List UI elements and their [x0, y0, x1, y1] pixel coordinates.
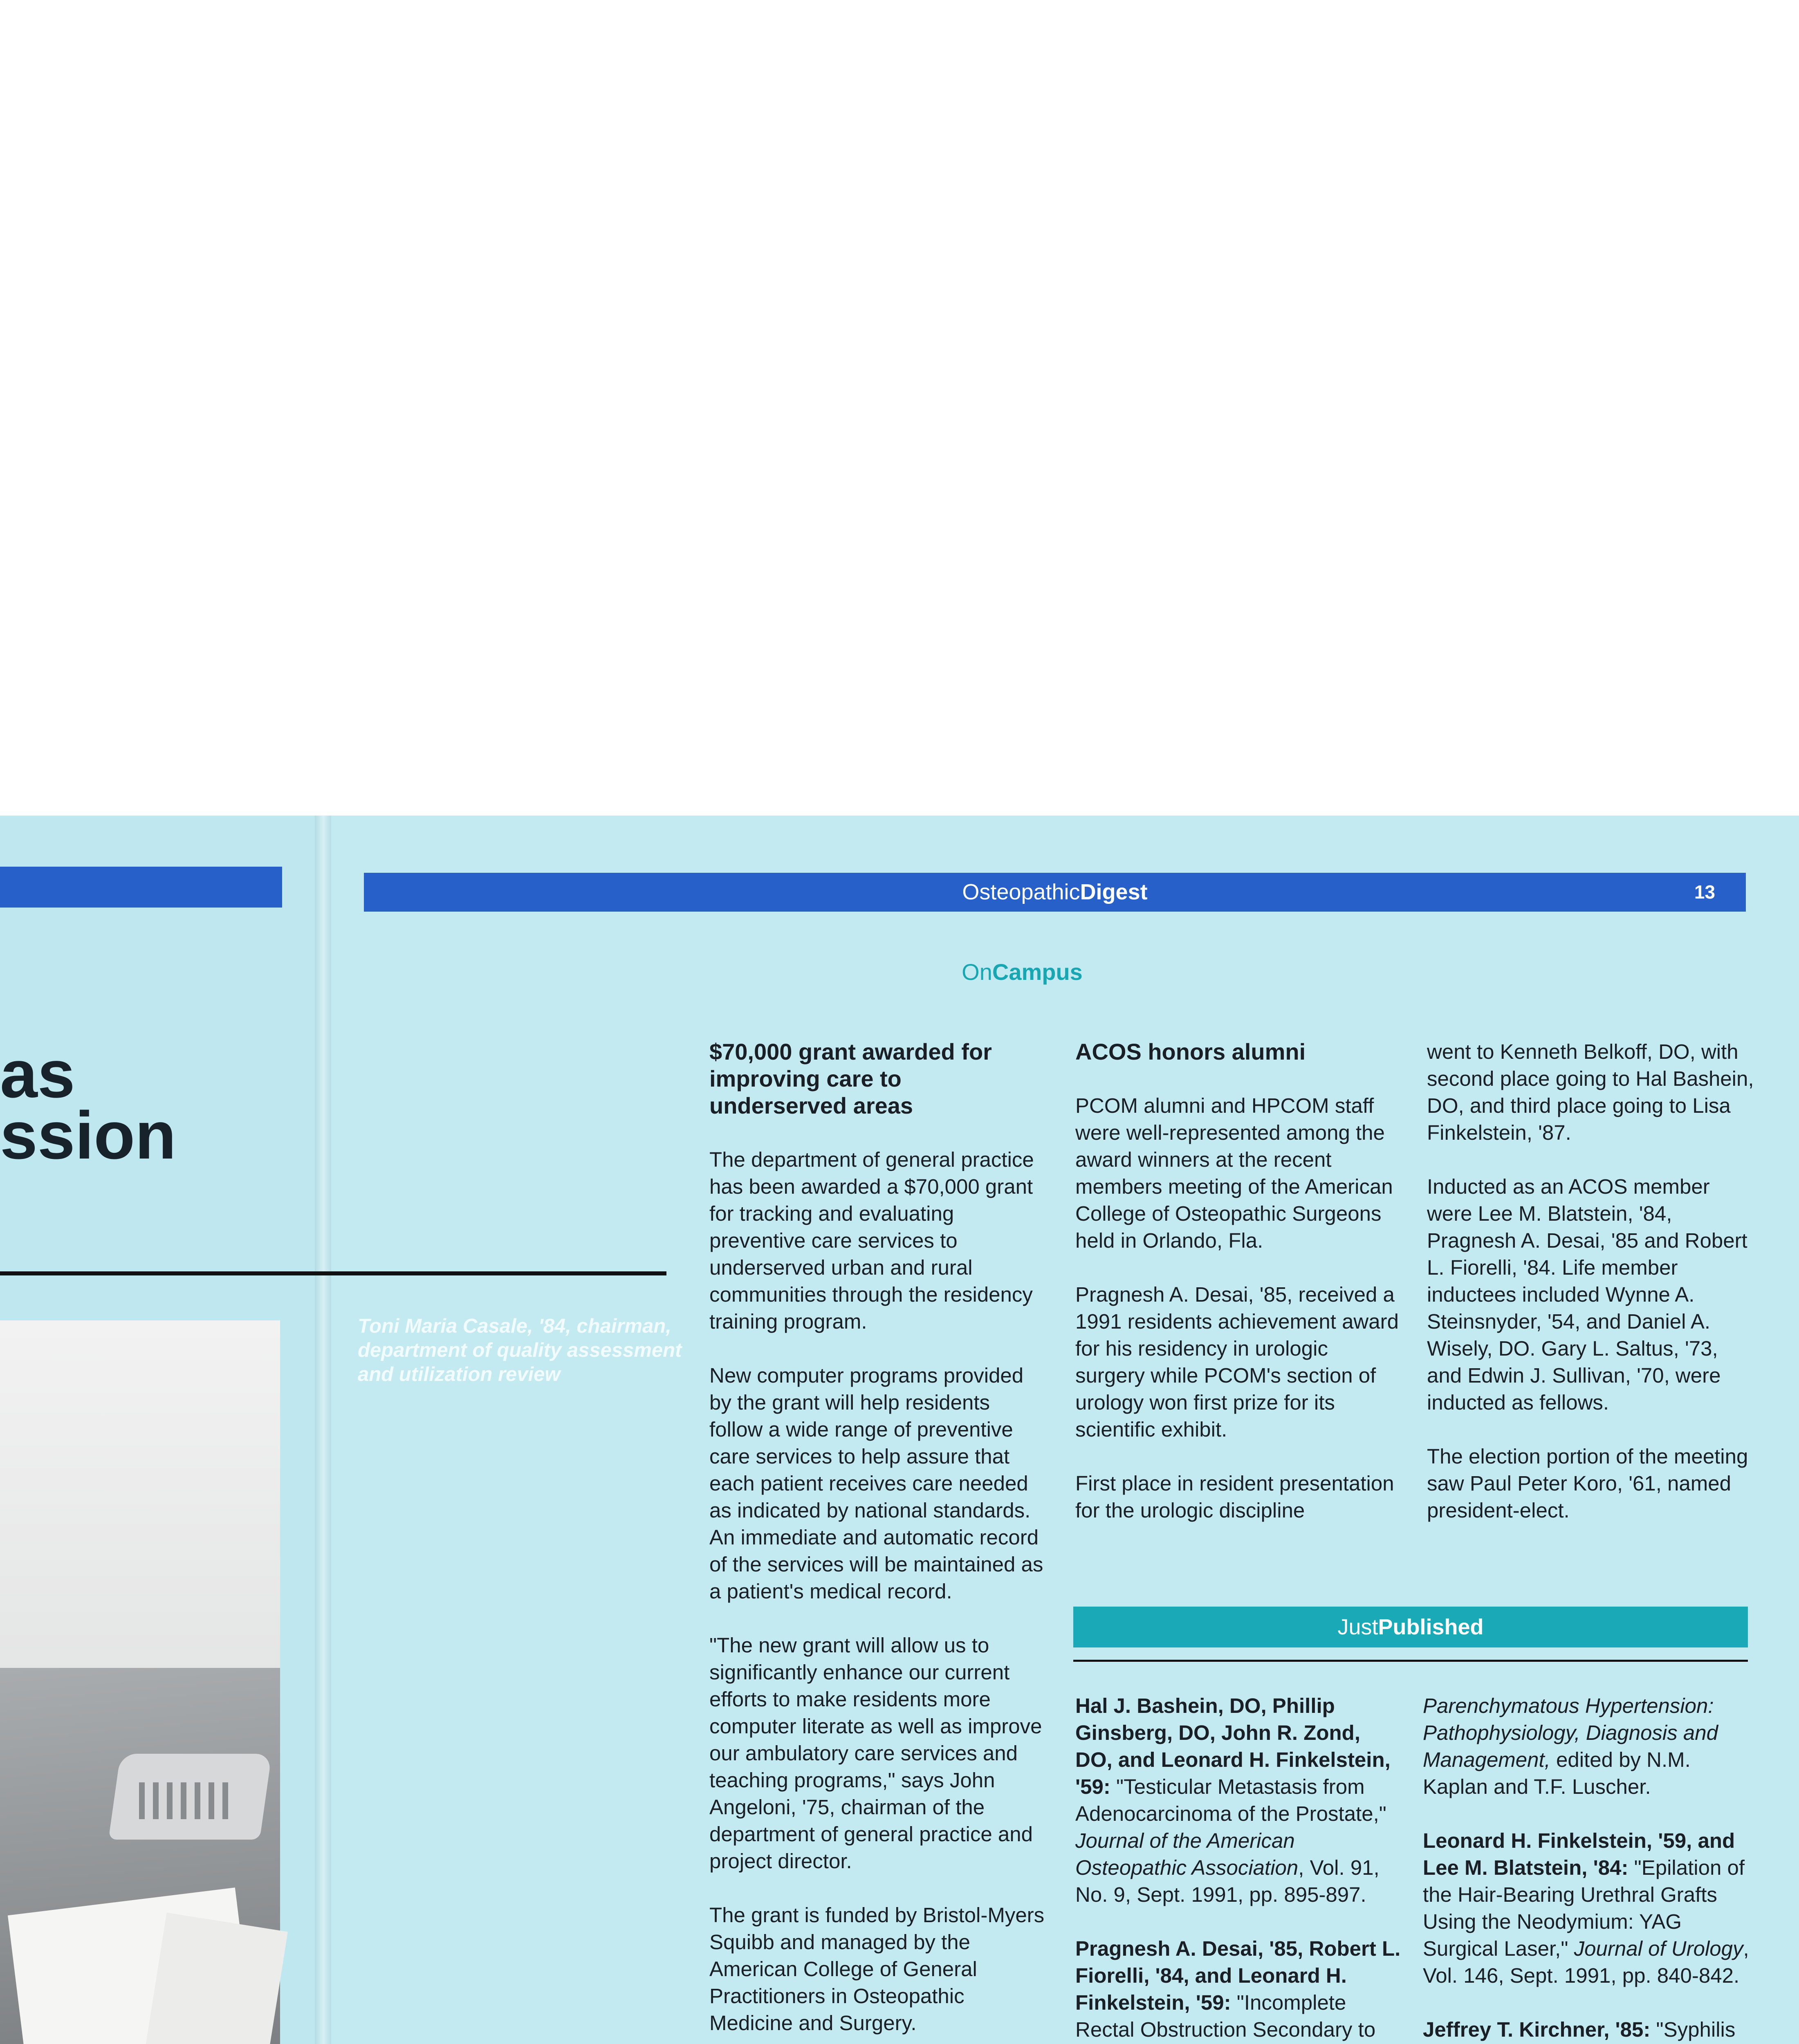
page-number: 13 [1694, 881, 1715, 903]
publication-authors: Leonard H. Finkelstein, '59, and Lee M. Blatstein, '84: [1423, 1829, 1735, 1879]
acos-paragraph: The election portion of the meeting saw Paul Peter Koro, '61, named president-elect. [1427, 1445, 1748, 1522]
publication-title: "Testicular Metastasis from Adenocarcinoma of the Prostate," [1075, 1775, 1386, 1825]
grant-paragraph: The department of general practice has been awarded a $70,000 grant for tracking and evaluating preventive care services to underserved urban and rural communities through the residency training program. [709, 1148, 1034, 1333]
publication-journal: Journal of the American Osteopathic Association [1075, 1829, 1299, 1879]
acos-col1-body [1075, 1092, 1402, 1524]
grant-article [709, 1038, 1045, 2044]
publication-title: OsteopathicDigest [962, 880, 1148, 904]
acos-col2-body [1427, 1038, 1754, 1524]
publication-authors: Jeffrey T. Kirchner, '85: [1423, 2018, 1651, 2041]
acos-paragraph: First place in resident presentation for the urologic discipline [1075, 1472, 1394, 1522]
grant-paragraph: New computer programs provided by the grant will help residents follow a wide range of preventive care services to help assure that each patient receives care needed as indicated by national standards. An immediate and automatic record of the services will be maintained as a patient's medical record. [709, 1364, 1043, 1603]
acos-headline: ACOS honors alumni [1075, 1039, 1306, 1065]
just-published-rule [1073, 1660, 1748, 1662]
publication-details: edited by N.M. Kaplan and T.F. Luscher. [1423, 1748, 1691, 1798]
photo-caption: Toni Maria Casale, '84, chairman, department of quality assessment and utilization review [358, 1315, 682, 1385]
left-header-bar [0, 867, 282, 908]
publication-entry [1075, 1935, 1402, 2044]
publication-authors: Hal J. Bashein, DO, Phillip Ginsberg, DO, John R. Zond, DO, and Leonard H. Finkelstein, '59: [1075, 1694, 1391, 1798]
section-just-published: JustPublished [1073, 1607, 1748, 1647]
publication-entry [1423, 1692, 1754, 1800]
photo-keypad [139, 1782, 229, 1819]
publication-entry [1423, 2016, 1754, 2044]
page-spine [315, 816, 331, 2044]
grant-headline: $70,000 grant awarded for improving care to underserved areas [709, 1039, 992, 1118]
publications-col-1 [1075, 1692, 1402, 2044]
section-on-campus: OnCampus [962, 959, 1083, 985]
acos-paragraph: Pragnesh A. Desai, '85, received a 1991 residents achievement award for his residency in urologic surgery while PCOM's section of urology won first prize for its scientific exhibit. [1075, 1283, 1399, 1441]
photo-papers-2 [146, 1913, 288, 2044]
publication-entry [1075, 1692, 1402, 1908]
acos-paragraph: PCOM alumni and HPCOM staff were well-represented among the award winners at the recent members meeting of the American College of Osteopathic Surgeons held in Orlando, Fla. [1075, 1094, 1393, 1252]
publication-entry [1423, 1827, 1754, 1989]
grant-paragraph: The grant is funded by Bristol-Myers Squibb and managed by the American College of General Practitioners in Osteopathic Medicine and Surgery. [709, 1903, 1045, 2035]
publication-title: "Epilation of the Hair-Bearing Urethral Grafts Using the Neodymium: YAG Surgical Laser," [1423, 1856, 1745, 1960]
publication-title: "Incomplete Rectal Obstruction Secondary to [1075, 1991, 1376, 2041]
publication-authors: Pragnesh A. Desai, '85, Robert L. Fiorelli, '84, and Leonard H. Finkelstein, '59: [1075, 1937, 1401, 2014]
acos-article-col-1 [1075, 1038, 1402, 1551]
acos-paragraph: went to Kenneth Belkoff, DO, with second place going to Hal Bashein, DO, and third place going to Lisa Finkelstein, '87. [1427, 1040, 1754, 1144]
grant-paragraph: "The new grant will allow us to significantly enhance our current efforts to make residents more computer literate as well as improve our ambulatory care services and teaching programs," says John Angeloni, '75, chairman of the department of general practice and project director. [709, 1634, 1042, 1873]
acos-paragraph: Inducted as an ACOS member were Lee M. Blatstein, '84, Pragnesh A. Desai, '85 and Robert L. Fiorelli, '84. Life member inductees included Wynne A. Steinsnyder, '54, and Daniel A. Wisely, DO. Gary L. Saltus, '73, and Edwin J. Sullivan, '70, were inducted as fellows. [1427, 1175, 1747, 1414]
publication-title: "Syphilis [1656, 2018, 1736, 2041]
publications-col-2 [1423, 1692, 1754, 2044]
publication-journal: Parenchymatous Hypertension: Pathophysiology, Diagnosis and Management, [1423, 1694, 1718, 1771]
acos-article-col-2 [1427, 1038, 1754, 1551]
left-rule-top [0, 1271, 666, 1275]
publication-journal: Journal of Urology [1574, 1937, 1743, 1960]
grant-body [709, 1146, 1045, 2037]
publication-details: , Vol. 146, Sept. 1991, pp. 840-842. [1423, 1937, 1749, 1987]
left-title-line-1: as [0, 1036, 75, 1112]
left-title-line-2: ssion [0, 1098, 176, 1173]
digest-header-bar [364, 873, 1746, 912]
publication-details: , Vol. 91, No. 9, Sept. 1991, pp. 895-897. [1075, 1856, 1380, 1906]
